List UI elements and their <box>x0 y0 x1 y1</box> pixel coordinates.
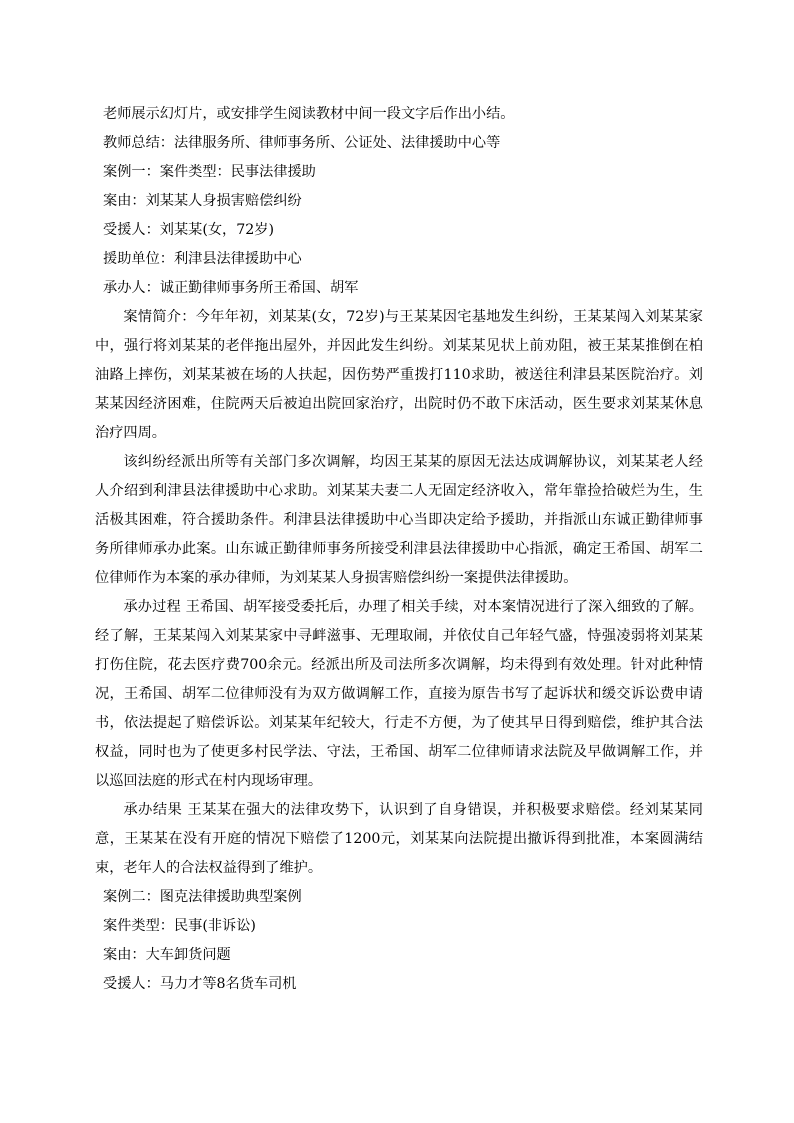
case-one-handler-line: 承办人：诚正勤律师事务所王希国、胡军 <box>103 280 359 296</box>
mediation-paragraph: 该纠纷经派出所等有关部门多次调解，均因王某某的原因无法达成调解协议，刘某某老人经人介绍到利津县法律援助中心求助。刘某某夫妻二人无固定经济收入，常年靠捡拾破烂为生，生活极其困难，符合援助条件。利津县法律援助中心当即决定给予援助，并指派山东诚正勤律师事务所律师承办此案。山东诚正勤律师事务所接受利津县法律援助中心指派，确定王希国、胡军二位律师作为本案的承办律师，为刘某某人身损害赔偿纠纷一案提供法律援助。 <box>95 454 703 586</box>
case-one-recipient-line: 受援人：刘某某(女，72岁) <box>103 222 274 238</box>
handling-result-paragraph: 承办结果 王某某在强大的法律攻势下，认识到了自身错误，并积极要求赔偿。经刘某某同意，王某某在没有开庭的情况下赔偿了1200元，刘某某向法院提出撤诉得到批准，本案圆满结束，老年人的合法权益得到了维护。 <box>95 802 703 876</box>
case-two-title-line: 案例二：图克法律援助典型案例 <box>103 889 302 905</box>
intro-line: 老师展示幻灯片，或安排学生阅读教材中间一段文字后作出小结。 <box>103 106 515 122</box>
case-two-type-line: 案件类型：民事(非诉讼) <box>103 918 256 934</box>
teacher-summary-line: 教师总结：法律服务所、律师事务所、公证处、法律援助中心等 <box>103 135 501 151</box>
case-one-cause-line: 案由：刘某某人身损害赔偿纠纷 <box>103 193 302 209</box>
case-two-cause-line: 案由：大车卸货问题 <box>103 947 231 963</box>
handling-process-paragraph: 承办过程 王希国、胡军接受委托后，办理了相关手续，对本案情况进行了深入细致的了解。经了解，王某某闯入刘某某家中寻衅滋事、无理取闹，并依仗自己年轻气盛，恃强凌弱将刘某某打伤住院，花去医疗费700余元。经派出所及司法所多次调解，均未得到有效处理。针对此种情况，王希国、胡军二位律师没有为双方做调解工作，直接为原告书写了起诉状和缓交诉讼费申请书，依法提起了赔偿诉讼。刘某某年纪较大，行走不方便，为了使其早日得到赔偿，维护其合法权益，同时也为了使更多村民学法、守法，王希国、胡军二位律师请求法院及早做调解工作，并以巡回法庭的形式在村内现场审理。 <box>95 599 703 789</box>
case-summary-paragraph: 案情简介：今年年初，刘某某(女，72岁)与王某某因宅基地发生纠纷，王某某闯入刘某某家中，强行将刘某某的老伴拖出屋外，并因此发生纠纷。刘某某见状上前劝阻，被王某某推倒在柏油路上摔伤，刘某某被在场的人扶起，因伤势严重拨打110求助，被送往利津县某医院治疗。刘某某因经济困难，住院两天后被迫出院回家治疗，出院时仍不敢下床活动，医生要求刘某某休息治疗四周。 <box>95 309 703 441</box>
case-one-type-line: 案例一：案件类型：民事法律援助 <box>103 164 316 180</box>
case-two-recipient-line: 受援人：马力才等8名货车司机 <box>103 976 297 992</box>
case-one-unit-line: 援助单位：利津县法律援助中心 <box>103 251 302 267</box>
document-body <box>95 100 703 999</box>
